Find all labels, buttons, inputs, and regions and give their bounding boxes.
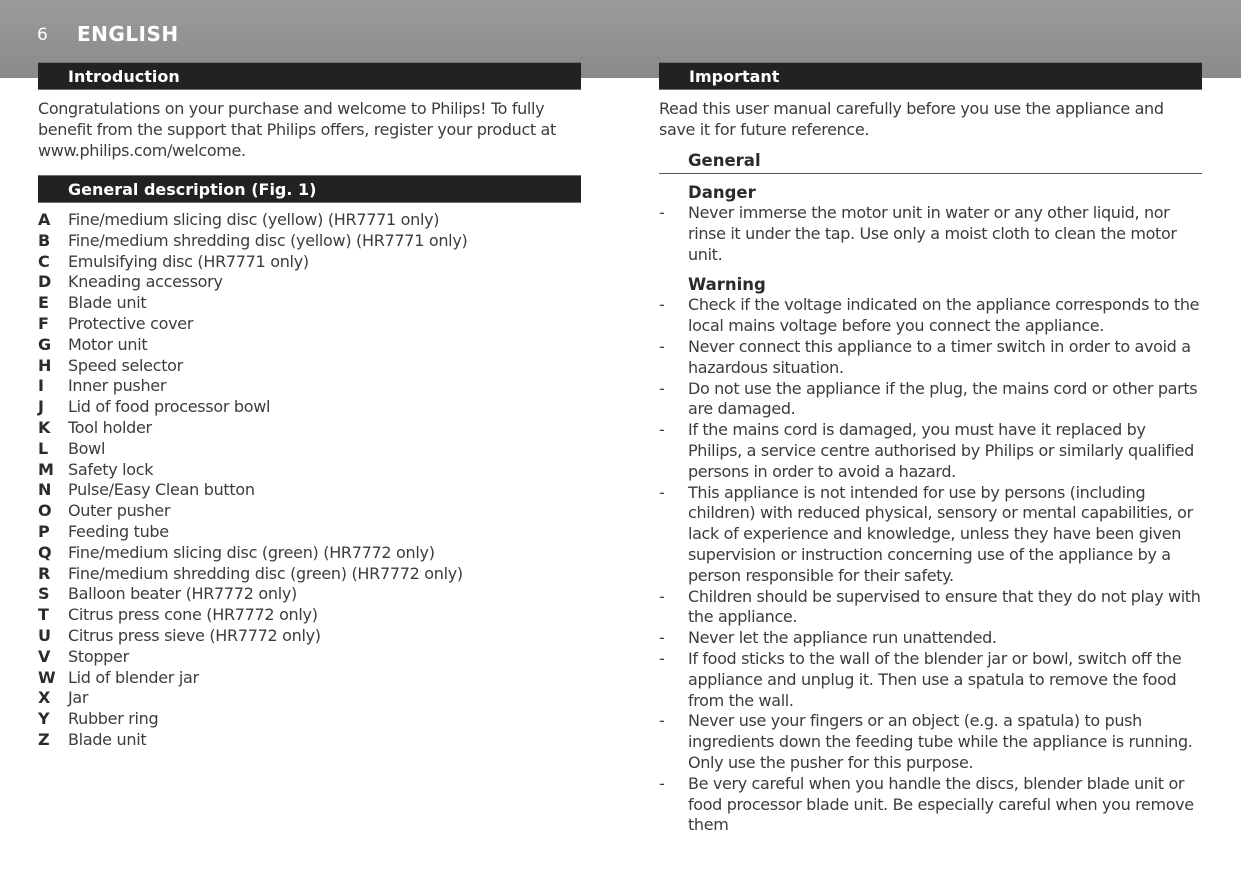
part-item (38, 293, 581, 314)
danger-item-text: Never immerse the motor unit in water or any other liquid, nor rinse it under the tap. Use only a moist cloth to clean the motor unit. (688, 203, 1177, 264)
danger-item (659, 203, 1202, 265)
warning-item-text: This appliance is not intended for use by persons (including children) with reduced physical, sensory or mental capabilities, or lack of experience and knowledge, unless they have been given supervision or instruction concerning use of the appliance by a person responsible for their safety. (688, 482, 1193, 585)
dash-marker: - (659, 648, 665, 668)
part-item (38, 418, 581, 439)
part-item (38, 460, 581, 481)
part-text: Blade unit (68, 729, 147, 749)
part-letter: G (38, 334, 51, 354)
dash-marker: - (659, 295, 665, 315)
part-text: Outer pusher (68, 501, 171, 521)
part-item (38, 584, 581, 605)
part-text: Pulse/Easy Clean button (68, 480, 255, 500)
warning-item (659, 483, 1202, 587)
part-letter: V (38, 646, 51, 666)
warning-item-text: If food sticks to the wall of the blender jar or bowl, switch off the appliance and unplug it. Then use a spatula to remove the food from the wall. (688, 648, 1182, 710)
danger-subheading: Danger (688, 183, 756, 202)
part-text: Citrus press cone (HR7772 only) (68, 605, 318, 625)
warning-item (659, 337, 1202, 379)
warning-item-text: Check if the voltage indicated on the appliance corresponds to the local mains voltage before you connect the appliance. (688, 295, 1200, 336)
part-text: Safety lock (68, 459, 154, 479)
warning-item-text: Never let the appliance run unattended. (688, 628, 997, 648)
part-letter: L (38, 438, 48, 458)
important-text: Read this user manual carefully before you use the appliance and save it for future reference. (659, 99, 1164, 139)
part-item (38, 501, 581, 522)
dash-marker: - (659, 628, 665, 648)
part-text: Motor unit (68, 334, 148, 354)
part-item (38, 335, 581, 356)
dash-marker: - (659, 378, 665, 398)
language-title: ENGLISH (77, 22, 179, 46)
warning-item (659, 587, 1202, 629)
part-text: Blade unit (68, 293, 147, 313)
part-letter: O (38, 501, 52, 521)
part-letter: I (38, 376, 44, 396)
part-text: Speed selector (68, 355, 183, 375)
part-item (38, 480, 581, 501)
part-item (38, 231, 581, 252)
part-item (38, 668, 581, 689)
part-text: Stopper (68, 646, 129, 666)
warning-item (659, 774, 1202, 836)
part-text: Balloon beater (HR7772 only) (68, 584, 297, 604)
danger-list (659, 203, 1202, 265)
part-letter: U (38, 625, 51, 645)
general-subheading: General (659, 150, 1202, 174)
part-item (38, 397, 581, 418)
dash-marker: - (659, 336, 665, 356)
part-letter: A (38, 210, 51, 229)
part-letter: N (38, 480, 52, 500)
part-item (38, 252, 581, 273)
left-column (38, 62, 581, 751)
warning-item-text: Children should be supervised to ensure that they do not play with the appliance. (688, 586, 1201, 627)
part-item (38, 314, 581, 335)
part-item (38, 376, 581, 397)
part-text: Lid of food processor bowl (68, 397, 271, 417)
part-item (38, 688, 581, 709)
part-text: Bowl (68, 438, 106, 458)
part-letter: S (38, 584, 50, 604)
warning-item-text: If the mains cord is damaged, you must have it replaced by Philips, a service centre authorised by Philips or similarly qualified persons in order to avoid a hazard. (688, 420, 1194, 481)
part-letter: W (38, 667, 56, 687)
part-item (38, 272, 581, 293)
part-item (38, 439, 581, 460)
dash-marker: - (659, 586, 665, 606)
part-text: Feeding tube (68, 521, 169, 541)
part-letter: X (38, 688, 51, 708)
part-letter: E (38, 293, 49, 313)
part-item (38, 647, 581, 668)
parts-list (38, 210, 581, 751)
part-text: Jar (68, 688, 89, 708)
page-number: 6 (37, 25, 48, 45)
part-letter: H (38, 355, 52, 375)
part-item (38, 543, 581, 564)
part-text: Kneading accessory (68, 272, 223, 292)
part-letter: C (38, 251, 50, 271)
part-letter: F (38, 313, 49, 333)
warning-item (659, 628, 1202, 649)
part-text: Fine/medium slicing disc (yellow) (HR7771 only) (68, 210, 440, 229)
part-item (38, 564, 581, 585)
part-text: Rubber ring (68, 709, 159, 729)
dash-marker: - (659, 203, 665, 222)
part-item (38, 626, 581, 647)
warning-item-text: Never use your fingers or an object (e.g. a spatula) to push ingredients down the feeding tube while the appliance is running. Only use the pusher for this purpose. (688, 711, 1193, 772)
important-heading: Important (659, 62, 1202, 90)
dash-marker: - (659, 420, 665, 440)
warning-list (659, 295, 1202, 836)
warning-item (659, 711, 1202, 773)
part-letter: K (38, 417, 51, 437)
part-letter: Y (38, 709, 50, 729)
warning-item (659, 420, 1202, 482)
warning-item-text: Be very careful when you handle the discs, blender blade unit or food processor blade unit. Be especially careful when you remove them (688, 773, 1194, 835)
part-item (38, 522, 581, 543)
part-letter: T (38, 605, 49, 625)
part-text: Protective cover (68, 313, 194, 333)
part-item (38, 356, 581, 377)
part-text: Fine/medium shredding disc (yellow) (HR7771 only) (68, 230, 468, 250)
part-letter: M (38, 459, 54, 479)
warning-subheading: Warning (688, 275, 766, 295)
part-letter: B (38, 230, 50, 250)
part-letter: Z (38, 729, 50, 749)
part-text: Fine/medium shredding disc (green) (HR7772 only) (68, 563, 463, 583)
part-text: Tool holder (68, 417, 152, 437)
part-letter: D (38, 272, 51, 292)
part-text: Emulsifying disc (HR7771 only) (68, 251, 309, 271)
part-letter: J (38, 397, 44, 417)
introduction-text: Congratulations on your purchase and welcome to Philips! To fully benefit from the support that Philips offers, register your product at www.philips.com/welcome. (38, 99, 556, 160)
dash-marker: - (659, 773, 665, 793)
dash-marker: - (659, 482, 665, 502)
part-letter: Q (38, 542, 52, 562)
right-column (659, 62, 1202, 836)
part-text: Fine/medium slicing disc (green) (HR7772 only) (68, 542, 435, 562)
warning-item-text: Never connect this appliance to a timer switch in order to avoid a hazardous situation. (688, 336, 1191, 377)
part-text: Inner pusher (68, 376, 167, 396)
part-text: Citrus press sieve (HR7772 only) (68, 625, 321, 645)
warning-item (659, 649, 1202, 711)
part-letter: P (38, 521, 50, 541)
introduction-heading: Introduction (38, 62, 581, 90)
part-item (38, 210, 581, 231)
part-letter: R (38, 563, 51, 583)
part-text: Lid of blender jar (68, 667, 199, 687)
part-item (38, 730, 581, 751)
warning-item (659, 379, 1202, 421)
warning-item (659, 295, 1202, 337)
part-item (38, 709, 581, 730)
general-description-heading: General description (Fig. 1) (38, 175, 581, 203)
dash-marker: - (659, 711, 665, 731)
warning-item-text: Do not use the appliance if the plug, the mains cord or other parts are damaged. (688, 378, 1198, 419)
part-item (38, 605, 581, 626)
